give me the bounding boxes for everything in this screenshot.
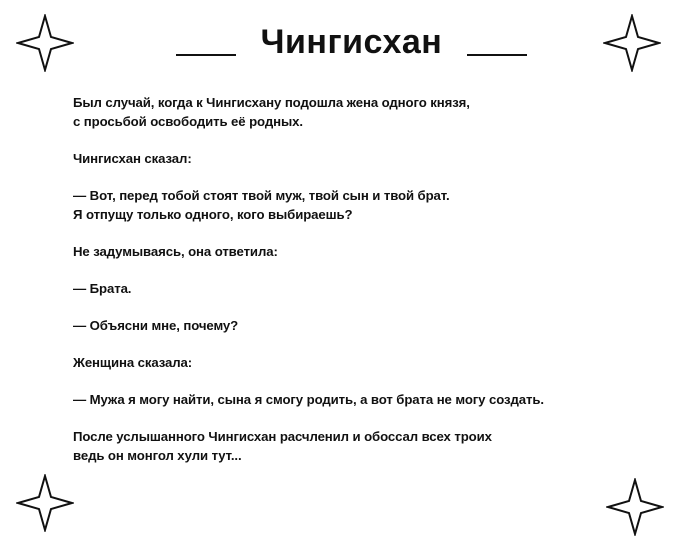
text-line: — Объясни мне, почему? [73, 318, 239, 333]
text-line: Чингисхан сказал: [73, 151, 192, 166]
text-line: — Мужа я могу найти, сына я смогу родить, а вот брата не могу создать. [73, 392, 544, 407]
paragraph [73, 427, 673, 465]
text-line: ведь он монгол хули тут... [73, 448, 242, 463]
story-text [73, 93, 673, 465]
text-line: — Вот, перед тобой стоят твой муж, твой сын и твой брат. [73, 188, 450, 203]
text-line: После услышанного Чингисхан расчленил и обоссал всех троих [73, 429, 492, 444]
paragraph [73, 186, 673, 224]
paragraph [73, 242, 673, 261]
paragraph [73, 279, 673, 298]
paragraph [73, 390, 673, 409]
paragraph [73, 316, 673, 335]
title-row [0, 18, 679, 68]
text-line: Женщина сказала: [73, 355, 193, 370]
text-line: — Брата. [73, 281, 132, 296]
text-line: Был случай, когда к Чингисхану подошла жена одного князя, [73, 95, 470, 110]
text-line: Не задумываясь, она ответила: [73, 244, 278, 259]
four-point-star-icon [16, 474, 74, 532]
title-underline-right [467, 54, 527, 56]
paragraph [73, 353, 673, 372]
text-line: Я отпущу только одного, кого выбираешь? [73, 207, 353, 222]
paragraph [73, 93, 673, 131]
title-underline-left [176, 54, 236, 56]
page-title: Чингисхан [260, 23, 443, 61]
four-point-star-icon [606, 478, 664, 536]
text-line: с просьбой освободить её родных. [73, 114, 303, 129]
paragraph [73, 149, 673, 168]
